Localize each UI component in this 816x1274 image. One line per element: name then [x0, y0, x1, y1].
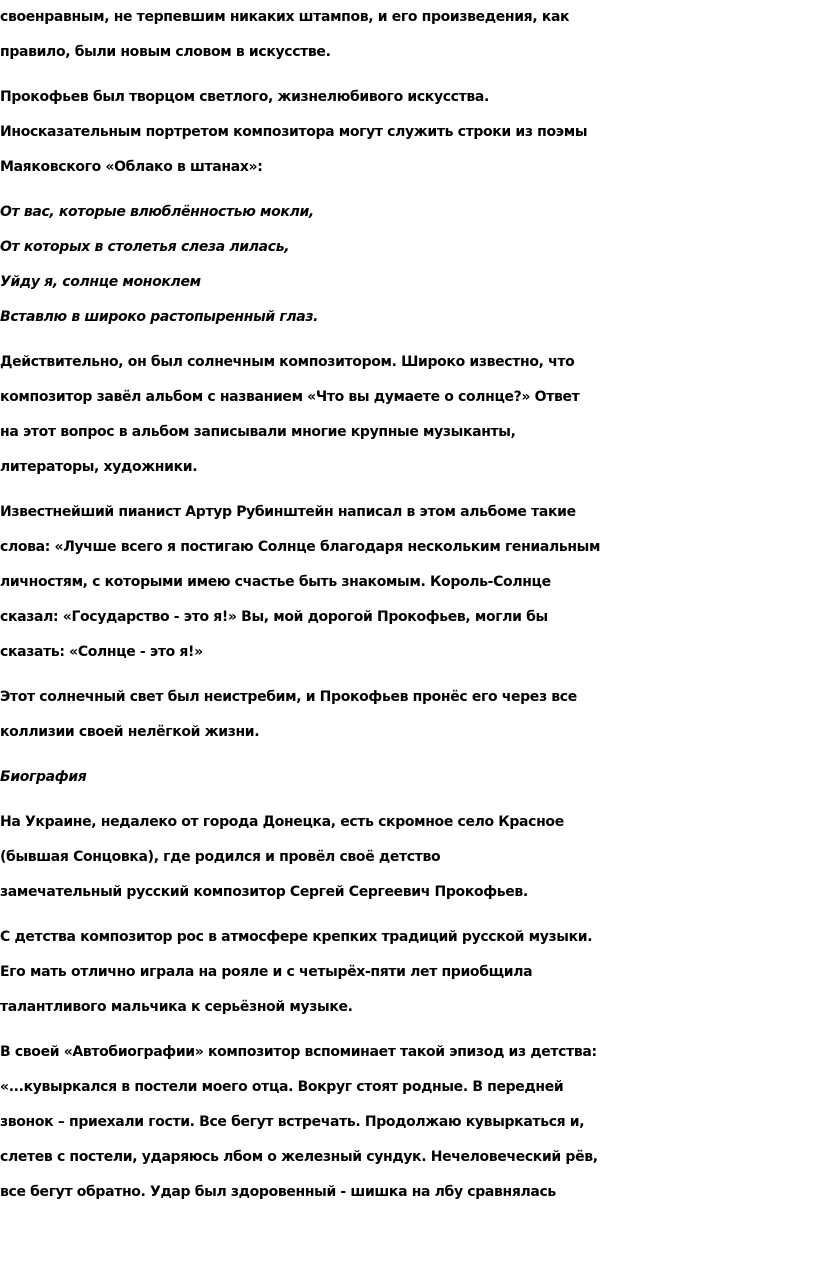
text-line: Его мать отлично играла на рояле и с четырёх-пяти лет приобщила — [0, 964, 533, 980]
heading-text: Биография — [0, 769, 87, 785]
text-line: Этот солнечный свет был неистребим, и Прокофьев пронёс его через все — [0, 689, 577, 705]
text-line: Прокофьев был творцом светлого, жизнелюбивого искусства. — [0, 89, 489, 105]
text-line: на этот вопрос в альбом записывали многие крупные музыканты, — [0, 424, 516, 440]
paragraph-poem — [0, 195, 816, 335]
text-line: Маяковского «Облако в штанах»: — [0, 159, 263, 175]
paragraph-autobiography — [0, 1035, 816, 1210]
text-line: «...кувыркался в постели моего отца. Вокруг стоят родные. В передней — [0, 1079, 564, 1095]
paragraph-childhood — [0, 920, 816, 1025]
text-line: коллизии своей нелёгкой жизни. — [0, 724, 260, 740]
poem-line: От вас, которые влюблённостью мокли, — [0, 204, 314, 220]
text-line: своенравным, не терпевшим никаких штампов, и его произведения, как — [0, 9, 570, 25]
text-line: В своей «Автобиографии» композитор вспоминает такой эпизод из детства: — [0, 1044, 597, 1060]
text-line: слетев с постели, ударяюсь лбом о железный сундук. Нечеловеческий рёв, — [0, 1149, 598, 1165]
text-line: литераторы, художники. — [0, 459, 198, 475]
text-line: талантливого мальчика к серьёзной музыке. — [0, 999, 353, 1015]
paragraph-birthplace — [0, 805, 816, 910]
paragraph-sunny-composer — [0, 345, 816, 485]
text-line: С детства композитор рос в атмосфере крепких традиций русской музыки. — [0, 929, 593, 945]
poem-line: Вставлю в широко растопыренный глаз. — [0, 309, 319, 325]
text-line: сказать: «Солнце - это я!» — [0, 644, 203, 660]
text-line: правило, были новым словом в искусстве. — [0, 44, 331, 60]
text-line: личностям, с которыми имею счастье быть знакомым. Король-Солнце — [0, 574, 551, 590]
text-line: На Украине, недалеко от города Донецка, есть скромное село Красное — [0, 814, 564, 830]
text-line: Иносказательным портретом композитора могут служить строки из поэмы — [0, 124, 588, 140]
text-line: композитор завёл альбом с названием «Что вы думаете о солнце?» Ответ — [0, 389, 580, 405]
paragraph-rubinstein — [0, 495, 816, 670]
text-line: Действительно, он был солнечным композитором. Широко известно, что — [0, 354, 575, 370]
text-line: все бегут обратно. Удар был здоровенный - шишка на лбу сравнялась — [0, 1184, 556, 1200]
text-line: сказал: «Государство - это я!» Вы, мой дорогой Прокофьев, могли бы — [0, 609, 548, 625]
text-line: (бывшая Сонцовка), где родился и провёл своё детство — [0, 849, 441, 865]
poem-line: От которых в столетья слеза лилась, — [0, 239, 290, 255]
text-line: слова: «Лучше всего я постигаю Солнце благодаря нескольким гениальным — [0, 539, 601, 555]
poem-line: Уйду я, солнце моноклем — [0, 274, 201, 290]
paragraph-prokofiev-art — [0, 80, 816, 185]
text-line: звонок – приехали гости. Все бегут встречать. Продолжаю кувыркаться и, — [0, 1114, 585, 1130]
paragraph-intro-end — [0, 0, 816, 70]
text-line: замечательный русский композитор Сергей Сергеевич Прокофьев. — [0, 884, 528, 900]
section-heading-biography — [0, 760, 816, 795]
text-line: Известнейший пианист Артур Рубинштейн написал в этом альбоме такие — [0, 504, 576, 520]
paragraph-sunlight — [0, 680, 816, 750]
